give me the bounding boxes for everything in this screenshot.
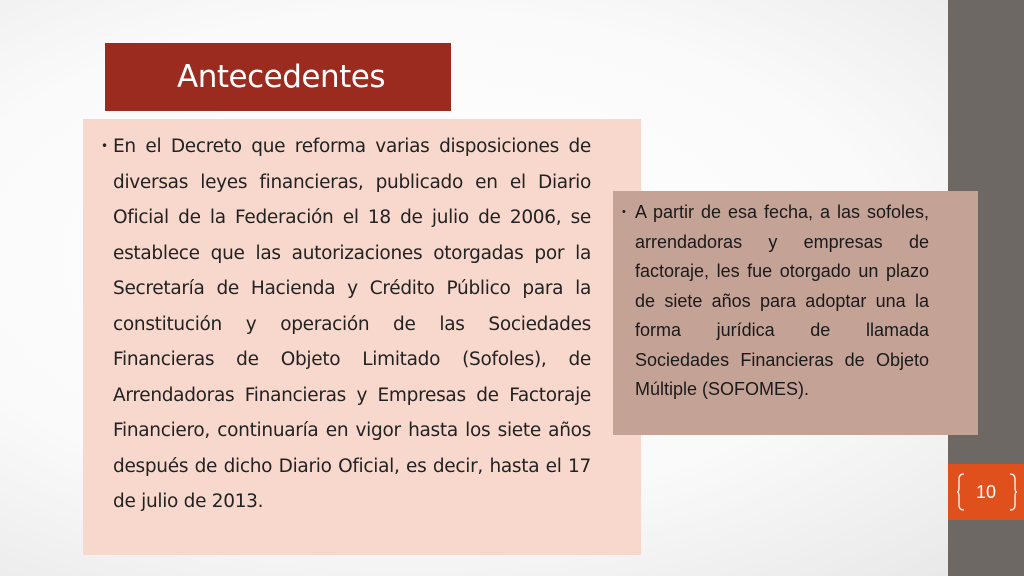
side-text-box	[613, 191, 978, 435]
title-box	[105, 43, 451, 111]
main-paragraph: En el Decreto que reforma varias disposiciones de diversas leyes financieras, publicado en el Diario Oficial de la Federación el 18 de julio de 2006, se establece que las autorizaciones otorgadas por la Secretaría de Hacienda y Crédito Público para la constitución y operación de las Sociedades Financieras de Objeto Limitado (Sofoles), de Arrendadoras Financieras y Empresas de Factoraje Financiero, continuaría en vigor hasta los siete años después de dicho Diario Oficial, es decir, hasta el 17 de julio de 2013.	[113, 136, 591, 512]
page-number: 10	[975, 481, 997, 502]
bullet-icon: •	[101, 139, 109, 153]
main-text-box	[83, 119, 641, 555]
side-paragraph: A partir de esa fecha, a las sofoles, arrendadoras y empresas de factoraje, les fue otorgado un plazo de siete años para adoptar una la forma jurídica de llamada Sociedades Financieras de Objeto Múltiple (SOFOMES).	[635, 202, 929, 399]
page-number-badge	[948, 464, 1024, 520]
side-bullet-item	[622, 198, 929, 405]
slide-title: Antecedentes	[177, 59, 385, 95]
right-brace-icon	[1008, 473, 1018, 511]
main-bullet-item	[101, 129, 591, 520]
bullet-icon: •	[622, 206, 626, 218]
